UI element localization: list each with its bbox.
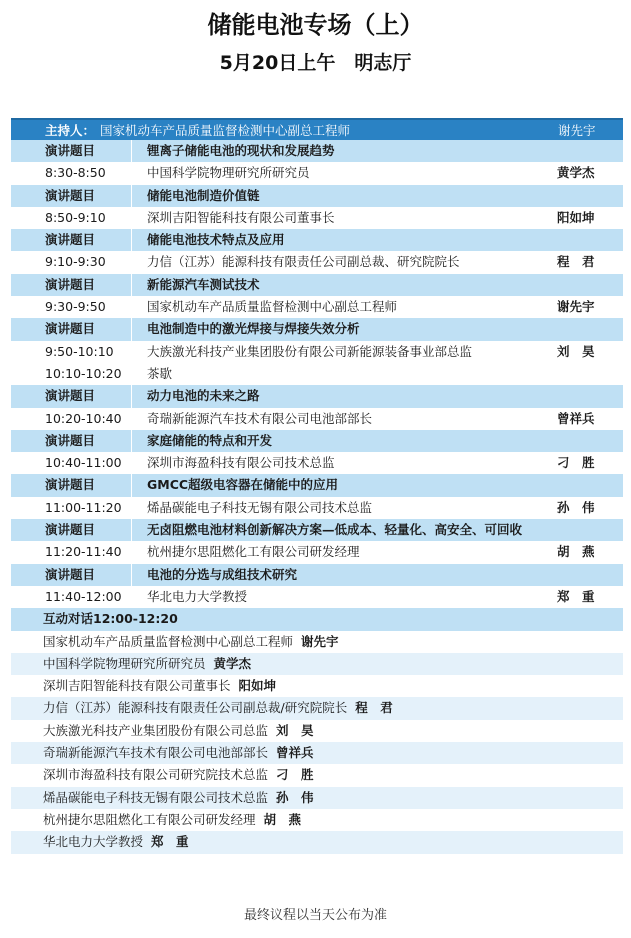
panelist-org: 华北电力大学教授 xyxy=(43,834,144,850)
speaker-name: 曾祥兵 xyxy=(557,410,595,426)
speaker-org: 深圳市海盈科技有限公司技术总监 xyxy=(147,455,335,471)
slot-time: 11:20-11:40 xyxy=(45,544,122,560)
topic-label: 演讲题目 xyxy=(45,566,96,582)
topic-row xyxy=(11,430,623,452)
slot-time: 9:50-10:10 xyxy=(45,343,114,359)
topic-row xyxy=(11,229,623,251)
topic-label: 演讲题目 xyxy=(45,143,96,158)
speaker-org: 大族激光科技产业集团股份有限公司新能源装备事业部总监 xyxy=(147,343,473,359)
topic-title: 储能电池制造价值链 xyxy=(147,187,260,203)
panelist-name: 曾祥兵 xyxy=(276,745,314,761)
panelist-row xyxy=(11,697,623,719)
panel-label: 互动对话12:00-12:20 xyxy=(43,611,178,627)
topic-title: 锂离子储能电池的现状和发展趋势 xyxy=(147,143,335,158)
topic-row xyxy=(11,318,623,340)
topic-label: 演讲题目 xyxy=(45,321,96,337)
panelist-org: 深圳市海盈科技有限公司研究院技术总监 xyxy=(43,767,269,783)
slot-row xyxy=(11,586,623,608)
topic-label: 演讲题目 xyxy=(45,276,96,292)
panelist-row xyxy=(11,720,623,742)
speaker-name: 谢先宇 xyxy=(557,299,595,315)
host-row xyxy=(11,118,623,140)
topic-label: 演讲题目 xyxy=(45,432,96,448)
slot-row xyxy=(11,251,623,273)
agenda-table xyxy=(11,118,623,854)
speaker-org: 力信（江苏）能源科技有限责任公司副总裁、研究院院长 xyxy=(147,254,460,270)
slot-time: 8:50-9:10 xyxy=(45,209,106,225)
topic-title: 无卤阻燃电池材料创新解决方案—低成本、轻量化、高安全、可回收 xyxy=(147,522,523,538)
slot-row xyxy=(11,541,623,563)
panelist-name: 郑 重 xyxy=(151,834,189,850)
topic-title: 家庭储能的特点和开发 xyxy=(147,432,273,448)
slot-time: 9:30-9:50 xyxy=(45,299,106,315)
panelist-name: 阳如坤 xyxy=(238,678,277,694)
speaker-org: 中国科学院物理研究所研究员 xyxy=(147,165,310,181)
slot-time: 11:00-11:20 xyxy=(45,499,122,515)
slot-time: 8:30-8:50 xyxy=(45,165,106,181)
speaker-org: 华北电力大学教授 xyxy=(147,588,248,604)
panelist-row xyxy=(11,787,623,809)
slot-time: 11:40-12:00 xyxy=(45,588,122,604)
panelist-name: 程 君 xyxy=(355,700,393,716)
panelist-name: 孙 伟 xyxy=(276,789,314,805)
slot-row xyxy=(11,296,623,318)
speaker-org: 杭州捷尔思阻燃化工有限公司研发经理 xyxy=(147,544,360,560)
panelist-org: 大族激光科技产业集团股份有限公司总监 xyxy=(43,722,269,738)
panelist-row xyxy=(11,631,623,653)
topic-title: 动力电池的未来之路 xyxy=(147,388,260,404)
speaker-name: 孙 伟 xyxy=(557,499,595,515)
topic-row xyxy=(11,185,623,207)
panelist-org: 力信（江苏）能源科技有限责任公司副总裁/研究院院长 xyxy=(43,700,348,716)
panelist-name: 刁 胜 xyxy=(276,767,314,783)
topic-row xyxy=(11,140,623,162)
panelist-row xyxy=(11,653,623,675)
speaker-name: 郑 重 xyxy=(557,588,595,604)
speaker-name: 阳如坤 xyxy=(557,209,595,225)
topic-title: 电池的分选与成组技术研究 xyxy=(147,566,298,582)
speaker-name: 程 君 xyxy=(557,254,595,270)
slot-time: 10:20-10:40 xyxy=(45,410,122,426)
slot-time: 10:40-11:00 xyxy=(45,455,122,471)
panelist-org: 中国科学院物理研究所研究员 xyxy=(43,655,206,671)
tea-break-row xyxy=(11,363,623,385)
panelist-name: 刘 昊 xyxy=(276,722,314,738)
topic-label: 演讲题目 xyxy=(45,388,96,404)
topic-title: 电池制造中的激光焊接与焊接失效分析 xyxy=(147,321,360,337)
page-title: 储能电池专场（上） xyxy=(207,11,424,39)
slot-row xyxy=(11,162,623,184)
panelist-org: 奇瑞新能源汽车技术有限公司电池部部长 xyxy=(43,745,269,761)
slot-time: 9:10-9:30 xyxy=(45,254,106,270)
panelist-name: 胡 燕 xyxy=(263,811,302,827)
speaker-org: 深圳吉阳智能科技有限公司董事长 xyxy=(147,209,335,225)
speaker-org: 烯晶碳能电子科技无锡有限公司技术总监 xyxy=(147,499,373,515)
topic-row xyxy=(11,385,623,407)
tea-time: 10:10-10:20 xyxy=(45,365,122,381)
topic-label: 演讲题目 xyxy=(45,522,96,538)
page-subtitle: 5月20日上午 明志厅 xyxy=(219,52,412,74)
footer-note: 最终议程以当天公布为准 xyxy=(243,908,387,923)
topic-label: 演讲题目 xyxy=(45,477,96,493)
speaker-name: 刁 胜 xyxy=(557,455,595,471)
topic-title: GMCC超级电容器在储能中的应用 xyxy=(147,477,339,493)
host-label: 主持人： xyxy=(45,123,96,138)
panelist-org: 深圳吉阳智能科技有限公司董事长 xyxy=(43,678,231,694)
panelist-name: 谢先宇 xyxy=(301,633,339,649)
topic-title: 储能电池技术特点及应用 xyxy=(147,232,285,248)
host-name: 谢先宇 xyxy=(558,123,596,138)
panelist-row xyxy=(11,764,623,786)
panelist-row xyxy=(11,675,623,697)
panelist-org: 国家机动车产品质量监督检测中心副总工程师 xyxy=(43,633,294,649)
topic-row xyxy=(11,274,623,296)
topic-row xyxy=(11,474,623,496)
topic-title: 新能源汽车测试技术 xyxy=(147,276,260,292)
topic-row xyxy=(11,519,623,541)
panel-header-row xyxy=(11,608,623,630)
speaker-name: 黄学杰 xyxy=(557,165,595,181)
speaker-name: 胡 燕 xyxy=(557,544,595,560)
host-org: 国家机动车产品质量监督检测中心副总工程师 xyxy=(100,123,351,138)
panelist-org: 杭州捷尔思阻燃化工有限公司研发经理 xyxy=(43,811,256,827)
slot-row xyxy=(11,452,623,474)
topic-label: 演讲题目 xyxy=(45,187,96,203)
tea-label: 茶歇 xyxy=(147,365,173,381)
speaker-name: 刘 昊 xyxy=(557,343,595,359)
speaker-org: 国家机动车产品质量监督检测中心副总工程师 xyxy=(147,299,398,315)
slot-row xyxy=(11,341,623,363)
panelist-row xyxy=(11,742,623,764)
panelist-name: 黄学杰 xyxy=(213,655,252,671)
slot-row xyxy=(11,408,623,430)
panelist-org: 烯晶碳能电子科技无锡有限公司技术总监 xyxy=(43,789,269,805)
slot-row xyxy=(11,207,623,229)
panelist-row xyxy=(11,831,623,853)
panelist-row xyxy=(11,809,623,831)
slot-row xyxy=(11,497,623,519)
topic-row xyxy=(11,564,623,586)
topic-label: 演讲题目 xyxy=(45,232,96,248)
speaker-org: 奇瑞新能源汽车技术有限公司电池部部长 xyxy=(147,410,373,426)
